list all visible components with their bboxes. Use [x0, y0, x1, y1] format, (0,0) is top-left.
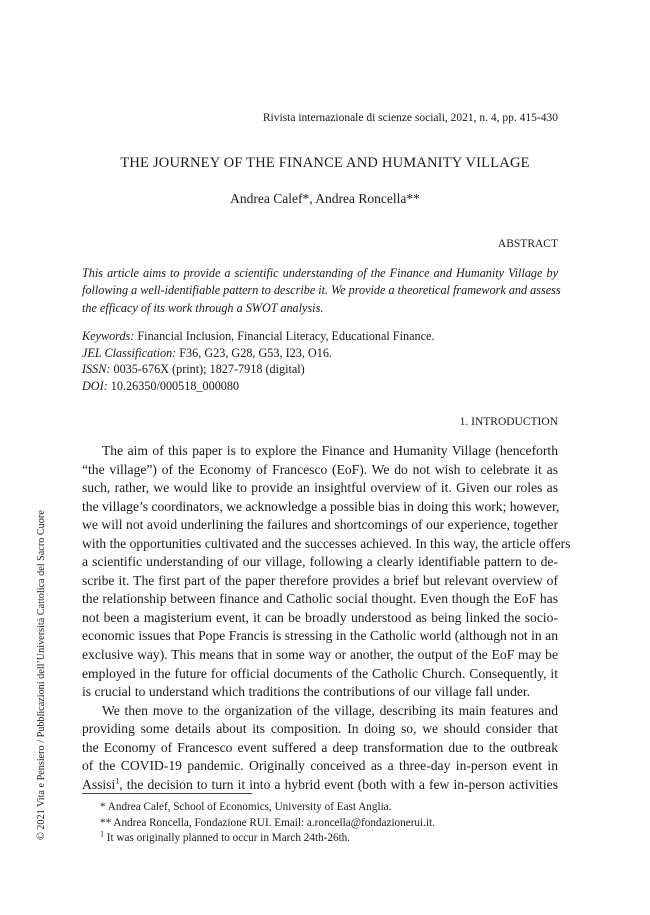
meta-label: Keywords:	[82, 329, 135, 343]
body-line: employed in the future for official documents of the Catholic Church. Consequently, it	[82, 665, 558, 681]
abstract-line: following a well-identifiable pattern to describe it. We provide a theoretical framework and assess	[82, 283, 561, 298]
abstract-heading: ABSTRACT	[497, 238, 558, 250]
issn-row	[82, 361, 434, 378]
body-fragment: Assisi	[82, 776, 116, 792]
body-line: scribe it. The first part of the paper therefore provides a brief but relevant overview of	[82, 572, 558, 588]
article-metadata	[82, 328, 434, 394]
body-line: such, rather, we would like to provide an insightful overview of it. Given our roles as	[82, 480, 558, 496]
footnote-text: Andrea Roncella, Fondazione RUI. Email: a.roncella@fondazionerui.it.	[111, 816, 435, 829]
body-line: not been a magisterium event, it can be broadly understood as being linked the socio-	[82, 609, 558, 625]
meta-value: 0035-676X (print); 1827-7918 (digital)	[110, 362, 305, 376]
body-line: economic issues that Pope Francis is stressing in the Catholic world (although not in an	[82, 628, 558, 644]
footnote-text: Andrea Calef, School of Economics, University of East Anglia.	[105, 801, 392, 813]
body-line: the relationship between finance and Catholic social thought. Even though the EoF has	[82, 591, 558, 607]
body-fragment: , the decision to turn it into a hybrid event (both with a few in-person activities	[119, 776, 558, 792]
body-line: We then move to the organization of the village, describing its main features and	[102, 702, 558, 718]
journal-reference: Rivista internazionale di scienze sociali, 2021, n. 4, pp. 415-430	[262, 112, 558, 124]
body-line: of the COVID-19 pandemic. Originally conceived as a three-day in-person event in	[82, 758, 558, 774]
article-authors: Andrea Calef*, Andrea Roncella**	[230, 191, 420, 206]
footnote-mark: *	[100, 801, 106, 813]
abstract-line: This article aims to provide a scientific understanding of the Finance and Humanity Village by	[82, 266, 558, 280]
meta-label: DOI:	[82, 378, 108, 393]
footnote-author-2	[100, 816, 435, 832]
footnotes	[100, 800, 435, 847]
footnote-divider	[82, 793, 252, 794]
paragraph-2	[82, 702, 558, 795]
footnote-mark: 1	[100, 829, 104, 839]
footnote-1	[100, 831, 435, 847]
body-line: “the village”) of the Economy of Francesco (EoF). We do not wish to celebrate it as	[82, 461, 558, 477]
body-line: is crucial to understand which traditions the contributions of our village fall under.	[82, 684, 531, 700]
footnote-text: It was originally planned to occur in March 24th-26th.	[104, 832, 351, 844]
body-line: we will not avoid underlining the failures and shortcomings of our experience, together	[82, 517, 558, 533]
body-line: a scientific understanding of our village, following a clearly identifiable pattern to de-	[82, 554, 558, 570]
abstract-text	[82, 265, 561, 317]
section-heading: 1. INTRODUCTION	[459, 416, 558, 428]
abstract-line: the efficacy of its work through a SWOT analysis.	[82, 300, 324, 315]
meta-value: Financial Inclusion, Financial Literacy, Educational Finance.	[134, 329, 435, 343]
body-text	[82, 442, 571, 794]
body-line-with-footnote	[82, 776, 558, 795]
keywords-row	[82, 328, 434, 345]
meta-value: 10.26350/000518_000080	[107, 378, 240, 393]
body-line: the Economy of Francesco event suffered a deep transformation due to the outbreak	[82, 739, 558, 755]
footnote-author-1	[100, 800, 435, 816]
jel-row	[82, 345, 434, 362]
meta-value: F36, G23, G28, G53, I23, O16.	[176, 345, 332, 360]
article-title: THE JOURNEY OF THE FINANCE AND HUMANITY VILLAGE	[120, 155, 530, 171]
doi-row	[82, 378, 434, 395]
meta-label: ISSN:	[82, 362, 111, 376]
paragraph-1	[82, 442, 571, 702]
footnote-mark: **	[100, 816, 112, 829]
body-line: the village’s coordinators, we acknowledge a possible bias in doing this work; however,	[82, 498, 560, 514]
body-line: exclusive way). This means that in some way or another, the output of the EoF may be	[82, 647, 558, 663]
body-line: with the opportunities cultivated and the successes achieved. In this way, the article offers	[82, 535, 571, 551]
body-line: The aim of this paper is to explore the Finance and Humanity Village (henceforth	[102, 443, 558, 458]
body-line: providing some details about its composition. In doing so, we should consider that	[82, 721, 558, 737]
footnote-ref-1[interactable]: 1	[115, 776, 120, 786]
meta-label: JEL Classification:	[82, 345, 177, 360]
copyright-sidebar: © 2021 Vita e Pensiero / Pubblicazioni dell’Università Cattolica del Sacro Cuore	[36, 510, 47, 840]
